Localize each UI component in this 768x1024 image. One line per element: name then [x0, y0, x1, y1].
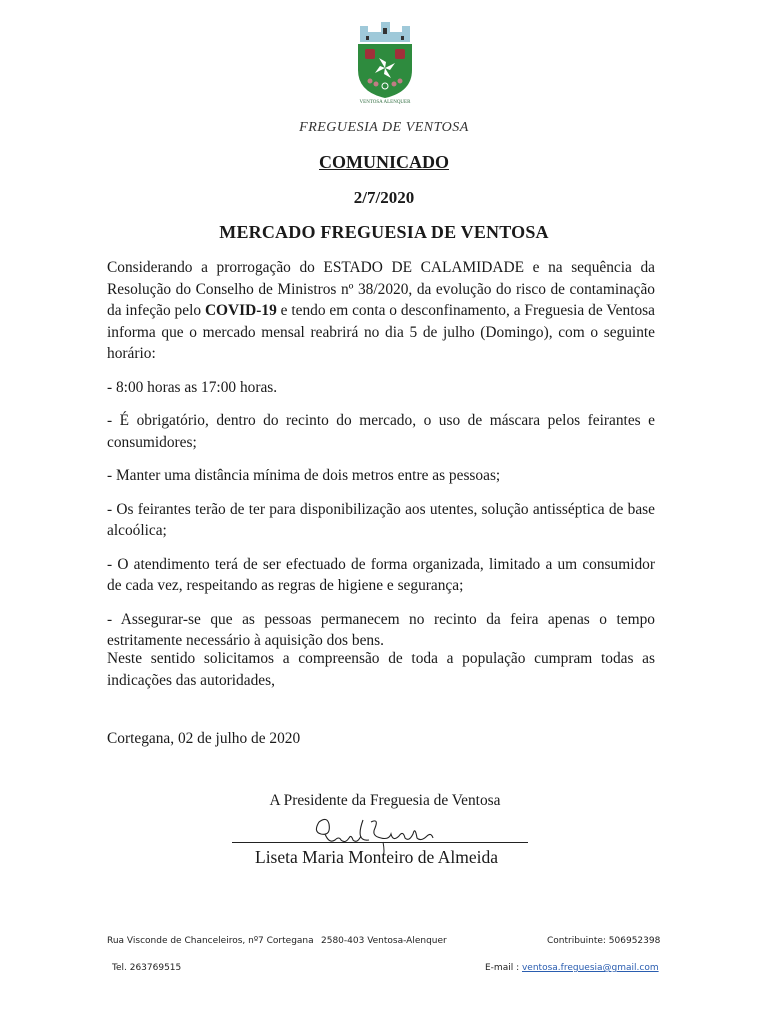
footer-email [485, 963, 659, 973]
document-type: COMUNICADO [319, 152, 449, 172]
rule-item: - Os feirantes terão de ter para disponibilização aos utentes, solução antisséptica de base alcoólica; [107, 500, 655, 539]
signatory-name: Liseta Maria Monteiro de Almeida [255, 847, 498, 867]
document-body [107, 257, 655, 664]
parish-coat-of-arms [346, 18, 424, 104]
email-link[interactable]: ventosa.freguesia@gmail.com [521, 963, 659, 973]
mural-crown-icon [360, 22, 410, 42]
closing-paragraph: Neste sentido solicitamos a compreensão de toda a população cumpram todas as indicações das autoridades, [107, 650, 655, 689]
signature-line [232, 842, 528, 843]
organization-name: FREGUESIA DE VENTOSA [299, 120, 469, 135]
rule-item: - O atendimento terá de ser efectuado de forma organizada, limitado a um consumidor de cada vez, respeitando as regras de higiene e segurança; [107, 555, 655, 594]
intro-paragraph: Considerando a prorrogação do ESTADO DE CALAMIDADE e na sequência da Resolução do Conselho de Ministros nº 38/2020, da evolução do risco de contaminação da infeção pelo COVID-19 e tendo em conta o desconfinamento, a Freguesia de Ventosa informa que o mercado mensal reabrirá no dia 5 de julho (Domingo), com o seguinte horário: [107, 259, 655, 362]
rule-item: - 8:00 horas as 17:00 horas. [107, 378, 278, 396]
covid-highlight: COVID-19 [204, 302, 277, 319]
footer-phone: Tel. 263769515 [112, 963, 182, 973]
rule-item: - É obrigatório, dentro do recinto do mercado, o uso de máscara pelos feirantes e consumidores; [107, 412, 655, 451]
crest-motto: VENTOSA ALENQUER [359, 100, 411, 104]
document-date: 2/7/2020 [353, 188, 415, 207]
document-subject: MERCADO FREGUESIA DE VENTOSA [219, 222, 549, 242]
signatory-role: A Presidente da Freguesia de Ventosa [269, 792, 501, 809]
footer-postal-code: 2580-403 Ventosa-Alenquer [321, 936, 447, 946]
email-label: E-mail : [485, 963, 522, 973]
rule-item: - Assegurar-se que as pessoas permanecem no recinto da feira apenas o tempo estritamente necessário à aquisição dos bens. [107, 610, 655, 649]
footer-address: Rua Visconde de Chanceleiros, nº7 Cortegana [107, 936, 314, 946]
rule-item: - Manter uma distância mínima de dois metros entre as pessoas; [107, 467, 501, 484]
footer-tax-id: Contribuinte: 506952398 [547, 936, 661, 946]
place-and-date: Cortegana, 02 de julho de 2020 [107, 730, 301, 747]
